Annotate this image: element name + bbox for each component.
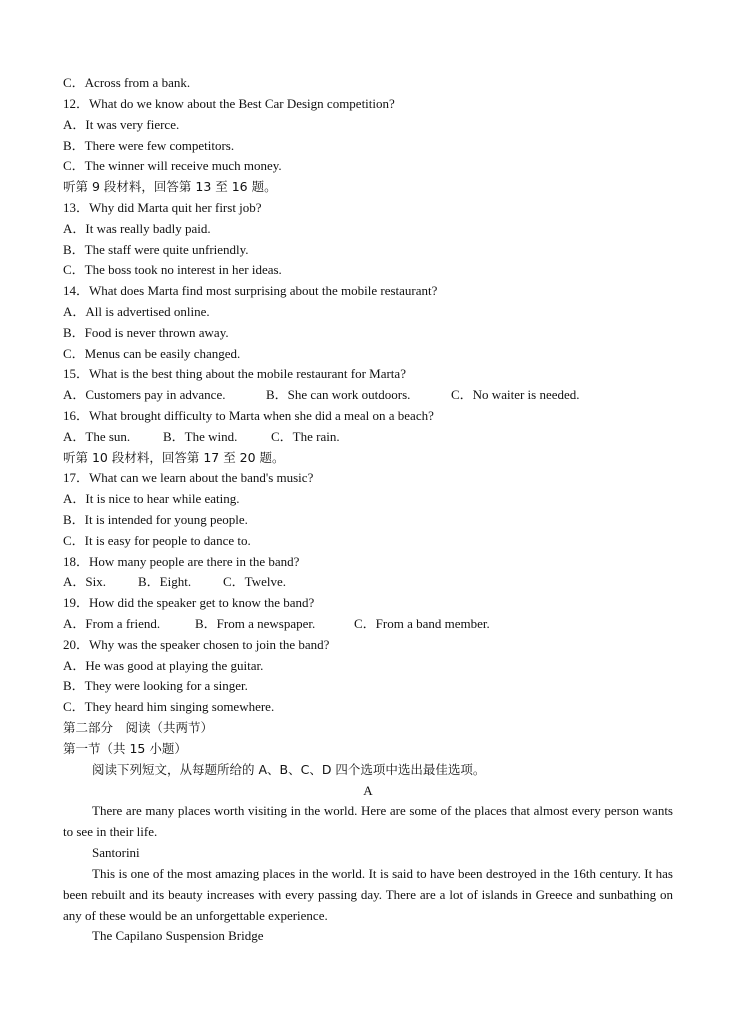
option-17c: C．It is easy for people to dance to. — [63, 533, 251, 548]
question-12: 12．What do we know about the Best Car Design competition? — [63, 96, 395, 111]
passage-intro: There are many places worth visiting in the world. Here are some of the places that almost every person wants to see in their life. — [63, 803, 673, 839]
option-13b: B．The staff were quite unfriendly. — [63, 242, 249, 257]
question-17: 17．What can we learn about the band's music? — [63, 470, 314, 485]
option-18a: A．Six. — [63, 574, 106, 589]
option-20a: A．He was good at playing the guitar. — [63, 658, 264, 673]
question-18: 18．How many people are there in the band? — [63, 554, 300, 569]
question-19: 19．How did the speaker get to know the band? — [63, 595, 315, 610]
option-13a: A．It was really badly paid. — [63, 221, 211, 236]
part-two-heading: 第二部分 阅读（共两节） — [63, 720, 214, 735]
option-12b: B．There were few competitors. — [63, 138, 235, 153]
section-one-heading: 第一节（共 15 小题） — [63, 741, 187, 756]
question-15: 15．What is the best thing about the mobile restaurant for Marta? — [63, 366, 406, 381]
option-16a: A．The sun. — [63, 429, 131, 444]
options-19 — [63, 615, 490, 633]
section-instruction-9: 听第 9 段材料，回答第 13 至 16 题。 — [63, 179, 277, 194]
question-20: 20．Why was the speaker chosen to join the band? — [63, 637, 330, 652]
option-14a: A．All is advertised online. — [63, 304, 210, 319]
option-12c: C．The winner will receive much money. — [63, 158, 282, 173]
santorini-paragraph: This is one of the most amazing places in the world. It is said to have been destroyed in the 16th century. It has been rebuilt and its beauty increases with every passing day. There are a lot of islands in Greece and sunbathing on any of these would be an unforgettable experience. — [63, 866, 673, 923]
option-18c: C．Twelve. — [223, 574, 286, 589]
reading-instruction: 阅读下列短文，从每题所给的 A、B、C、D 四个选项中选出最佳选项。 — [92, 762, 486, 777]
options-18 — [63, 573, 286, 591]
section-instruction-10: 听第 10 段材料，回答第 17 至 20 题。 — [63, 450, 285, 465]
option-12a: A．It was very fierce. — [63, 117, 180, 132]
option-20b: B．They were looking for a singer. — [63, 678, 248, 693]
question-13: 13．Why did Marta quit her first job? — [63, 200, 262, 215]
option-20c: C．They heard him singing somewhere. — [63, 699, 275, 714]
option-17b: B．It is intended for young people. — [63, 512, 248, 527]
heading-capilano-bridge: The Capilano Suspension Bridge — [92, 928, 264, 943]
option-16c: C．The rain. — [271, 429, 340, 444]
option-19c: C．From a band member. — [354, 616, 490, 631]
question-14: 14．What does Marta find most surprising about the mobile restaurant? — [63, 283, 438, 298]
options-15 — [63, 386, 580, 404]
option-19a: A．From a friend. — [63, 616, 161, 631]
passage-label: A — [363, 783, 373, 798]
option-19b: B．From a newspaper. — [195, 616, 316, 631]
option-15c: C．No waiter is needed. — [451, 387, 580, 402]
question-16: 16．What brought difficulty to Marta when she did a meal on a beach? — [63, 408, 434, 423]
option-16b: B．The wind. — [163, 429, 238, 444]
option-18b: B．Eight. — [138, 574, 192, 589]
option-11c: C．Across from a bank. — [63, 75, 191, 90]
option-15a: A．Customers pay in advance. — [63, 387, 226, 402]
option-17a: A．It is nice to hear while eating. — [63, 491, 240, 506]
heading-santorini: Santorini — [92, 845, 140, 860]
option-13c: C．The boss took no interest in her ideas. — [63, 262, 282, 277]
option-14c: C．Menus can be easily changed. — [63, 346, 241, 361]
option-14b: B．Food is never thrown away. — [63, 325, 229, 340]
options-16 — [63, 428, 340, 446]
option-15b: B．She can work outdoors. — [266, 387, 411, 402]
